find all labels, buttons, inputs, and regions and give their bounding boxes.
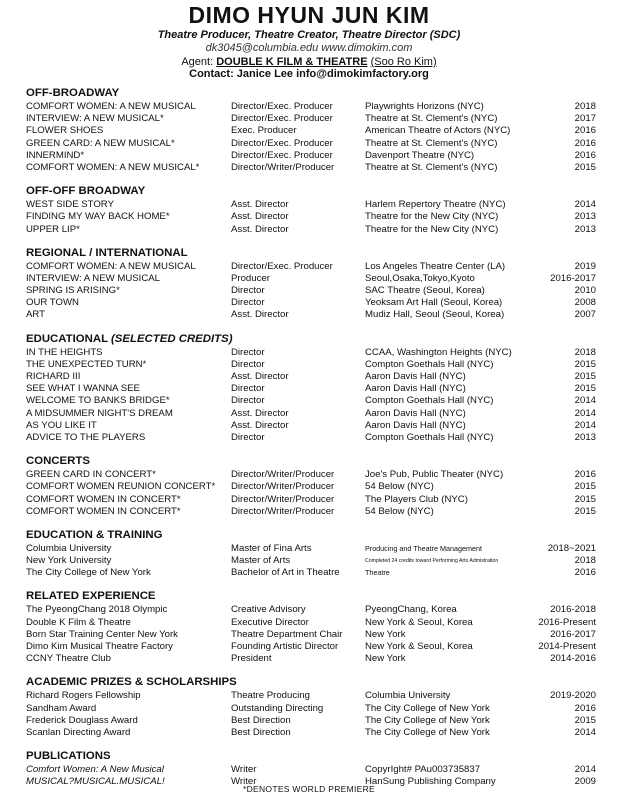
credit-venue: Harlem Repertory Theatre (NYC)	[365, 199, 506, 211]
credit-year: 2015	[574, 505, 596, 517]
credit-row	[26, 199, 596, 211]
credit-title: CCNY Theatre Club	[26, 653, 111, 665]
credit-role: Director/Writer/Producer	[231, 493, 335, 505]
credit-role: Asst. Director	[231, 199, 289, 211]
credit-venue: Theatre for the New City (NYC)	[365, 223, 499, 235]
agent-prefix: Agent:	[181, 55, 217, 68]
credit-year: 2016	[574, 125, 596, 137]
credit-venue: Seoul,Osaka,Tokyo,Kyoto	[365, 272, 475, 284]
credit-title: The City College of New York	[26, 567, 151, 579]
credit-role: Director/Writer/Producer	[231, 161, 335, 173]
credit-year: 2013	[574, 211, 596, 223]
credit-role: Director/Writer/Producer	[231, 505, 335, 517]
credit-role: Director	[231, 383, 265, 395]
credit-role: Master of Fina Arts	[231, 542, 312, 554]
credit-venue: Theatre at St. Clement's (NYC)	[365, 161, 498, 173]
credit-row	[26, 641, 596, 653]
credit-role: Best Direction	[231, 726, 291, 738]
credit-title: COMFORT WOMEN REUNION CONCERT*	[26, 481, 216, 493]
credit-row	[26, 297, 596, 309]
credit-row	[26, 113, 596, 125]
credit-title: SEE WHAT I WANNA SEE	[26, 383, 140, 395]
credit-title: UPPER LIP*	[26, 223, 80, 235]
credit-row	[26, 764, 596, 776]
credit-row	[26, 224, 596, 236]
credit-year: 2016-2018	[550, 604, 596, 616]
credit-year: 2010	[574, 285, 596, 297]
section-prizes	[26, 675, 596, 739]
credit-row	[26, 162, 596, 174]
credit-title: COMFORT WOMEN: A NEW MUSICAL	[26, 260, 196, 272]
credit-title: COMFORT WOMEN: A NEW MUSICAL	[26, 101, 196, 112]
credit-venue: 54 Below (NYC)	[365, 505, 434, 517]
credit-venue: PyeongChang, Korea	[365, 604, 457, 616]
credit-role: Bachelor of Art in Theatre	[231, 567, 340, 579]
credit-venue: Theatre at St. Clement's (NYC)	[365, 113, 498, 125]
credit-year: 2015	[574, 493, 596, 505]
credit-year: 2008	[574, 297, 596, 309]
credit-title: MUSICAL?MUSICAL.MUSICAL!	[26, 776, 165, 788]
credit-venue: HanSung Publishing Company	[365, 776, 496, 788]
credit-role: Theatre Department Chair	[231, 628, 343, 640]
credit-title: ADVICE TO THE PLAYERS	[26, 431, 146, 443]
credit-year: 2019-2020	[550, 690, 596, 702]
credit-row	[26, 420, 596, 432]
agent-line	[0, 56, 618, 69]
credit-year: 2016-2017	[550, 272, 596, 284]
credit-year: 2015	[574, 358, 596, 370]
credit-title: COMFORT WOMEN IN CONCERT*	[26, 493, 181, 505]
section-title: OFF-BROADWAY	[26, 87, 120, 99]
credit-row	[26, 653, 596, 665]
credit-row	[26, 211, 596, 223]
credit-year: 2014	[574, 764, 596, 776]
credit-role: Director	[231, 297, 265, 309]
credit-role: Asst. Director	[231, 223, 289, 235]
credit-row	[26, 555, 596, 567]
credit-venue: The City College of New York	[365, 726, 490, 738]
credit-role: Best Direction	[231, 714, 291, 726]
credit-venue: New York	[365, 653, 406, 665]
credit-role: Director	[231, 346, 265, 358]
section-regional	[26, 246, 596, 322]
credit-year: 2014	[574, 726, 596, 738]
credit-title: Born Star Training Center New York	[26, 628, 178, 640]
credit-role: Master of Arts	[231, 555, 291, 567]
section-publications	[26, 749, 596, 788]
credit-venue: New York	[365, 628, 406, 640]
credit-role: Asst. Director	[231, 371, 289, 382]
credit-title: FINDING MY WAY BACK HOME*	[26, 211, 170, 223]
resume-content	[26, 86, 596, 799]
credit-venue: American Theatre of Actors (NYC)	[365, 125, 511, 137]
credit-row	[26, 543, 596, 555]
credit-year: 2016-Present	[538, 616, 596, 628]
credit-role: Asst. Director	[231, 211, 289, 223]
section-concerts	[26, 454, 596, 518]
section-off-broadway	[26, 86, 596, 174]
professional-titles: Theatre Producer, Theatre Creator, Theatre Director (SDC)	[157, 29, 461, 42]
credit-row	[26, 469, 596, 481]
credit-year: 2016	[574, 137, 596, 149]
credit-venue: CCAA, Washington Heights (NYC)	[365, 346, 512, 358]
credit-title: Double K Film & Theatre	[26, 616, 131, 628]
credit-role: Producer	[231, 272, 270, 284]
credit-role: Theatre Producing	[231, 690, 310, 702]
credit-role: Asst. Director	[231, 407, 289, 419]
credit-title: Richard Rogers Fellowship	[26, 690, 141, 702]
credit-role: Director/Exec. Producer	[231, 149, 333, 161]
section-title: PUBLICATIONS	[26, 750, 111, 763]
agent-person: (Soo Ro Kim)	[370, 55, 437, 68]
credit-title: GREEN CARD IN CONCERT*	[26, 469, 156, 481]
credit-role: Writer	[231, 776, 257, 788]
credit-title: The PyeongChang 2018 Olympic	[26, 604, 168, 616]
credit-role: Creative Advisory	[231, 604, 306, 616]
credit-role: Executive Director	[231, 616, 309, 628]
credit-row	[26, 101, 596, 113]
credit-title: OUR TOWN	[26, 297, 79, 309]
credit-year: 2009	[574, 776, 596, 788]
section-education	[26, 528, 596, 580]
credit-row	[26, 125, 596, 137]
credit-row	[26, 138, 596, 150]
credit-year: 2013	[574, 431, 596, 443]
credit-role: Writer	[231, 764, 257, 776]
credit-role: Director/Exec. Producer	[231, 113, 333, 125]
credit-year: 2014	[574, 419, 596, 431]
credit-venue: Davenport Theatre (NYC)	[365, 149, 475, 161]
credit-year: 2018	[574, 101, 596, 112]
credit-venue: 54 Below (NYC)	[365, 481, 434, 493]
credit-row	[26, 309, 596, 321]
section-title: REGIONAL / INTERNATIONAL	[26, 246, 188, 259]
credit-row	[26, 506, 596, 518]
credit-venue: Theatre	[365, 568, 390, 578]
credit-row	[26, 150, 596, 162]
credit-title: Scanlan Directing Award	[26, 726, 131, 738]
credit-venue: Theatre for the New City (NYC)	[365, 211, 499, 223]
credit-year: 2016-2017	[550, 628, 596, 640]
credit-title: A MIDSUMMER NIGHT'S DREAM	[26, 407, 173, 419]
credit-row	[26, 261, 596, 273]
credit-title: New York University	[26, 555, 112, 567]
credit-role: Director/Exec. Producer	[231, 137, 333, 149]
credit-year: 2015	[574, 714, 596, 726]
credit-year: 2015	[574, 371, 596, 382]
contact-line: Contact: Janice Lee info@dimokimfactory.org	[189, 68, 429, 81]
credit-venue: CopyrIght# PAu003735837	[365, 764, 481, 776]
credit-year: 2014-Present	[538, 641, 596, 652]
section-title: ACADEMIC PRIZES & SCHOLARSHIPS	[26, 676, 237, 689]
credit-venue: Aaron Davis Hall (NYC)	[365, 407, 466, 419]
credit-row	[26, 617, 596, 629]
credit-venue: New York & Seoul, Korea	[365, 616, 473, 628]
email-website-line: dk3045@columbia.edu www.dimokim.com	[205, 42, 413, 55]
credit-venue: Yeoksam Art Hall (Seoul, Korea)	[365, 297, 503, 309]
credit-role: Director	[231, 358, 265, 370]
credit-venue: Theatre at St. Clement's (NYC)	[365, 137, 498, 149]
credit-row	[26, 481, 596, 493]
credit-role: Director	[231, 285, 265, 297]
credit-row	[26, 371, 596, 383]
credit-row	[26, 347, 596, 359]
credit-title: INNERMIND*	[26, 149, 85, 161]
section-title-main: EDUCATIONAL	[26, 332, 112, 345]
credit-row	[26, 359, 596, 371]
credit-role: Director/Exec. Producer	[231, 101, 333, 112]
credit-row	[26, 567, 596, 579]
credit-row	[26, 715, 596, 727]
credit-title: AS YOU LIKE IT	[26, 419, 97, 431]
credit-role: Director	[231, 431, 265, 443]
credit-venue: Aaron Davis Hall (NYC)	[365, 371, 466, 382]
credit-title: COMFORT WOMEN: A NEW MUSICAL*	[26, 161, 200, 173]
credit-venue: New York & Seoul, Korea	[365, 641, 473, 652]
credit-title: SPRING IS ARISING*	[26, 285, 120, 297]
credit-year: 2014	[574, 407, 596, 419]
credit-title: Frederick Douglass Award	[26, 714, 138, 726]
credit-role: Asst. Director	[231, 419, 289, 431]
credit-venue: The City College of New York	[365, 702, 490, 714]
credit-year: 2015	[574, 161, 596, 173]
section-title: CONCERTS	[26, 455, 90, 468]
credit-year: 2014	[574, 395, 596, 407]
credit-venue: Compton Goethals Hall (NYC)	[365, 358, 494, 370]
credit-title: Comfort Women: A New Musical	[26, 764, 164, 776]
credit-row	[26, 494, 596, 506]
page-title: DIMO HYUN JUN KIM	[188, 2, 430, 28]
section-educational	[26, 332, 596, 445]
credit-role: Outstanding Directing	[231, 702, 324, 714]
credit-role: Director/Exec. Producer	[231, 260, 333, 272]
credit-row	[26, 629, 596, 641]
section-title: RELATED EXPERIENCE	[26, 590, 156, 603]
credit-venue: Aaron Davis Hall (NYC)	[365, 383, 466, 395]
credit-role: President	[231, 653, 272, 665]
credit-venue: SAC Theatre (Seoul, Korea)	[365, 285, 485, 297]
credit-row	[26, 383, 596, 395]
credit-venue: Compton Goethals Hall (NYC)	[365, 395, 494, 407]
credit-title: RICHARD III	[26, 371, 81, 382]
credit-role: Director	[231, 395, 265, 407]
credit-title: THE UNEXPECTED TURN*	[26, 358, 147, 370]
credit-venue: Aaron Davis Hall (NYC)	[365, 419, 466, 431]
section-title: OFF-OFF BROADWAY	[26, 185, 146, 198]
credit-year: 2013	[574, 223, 596, 235]
credit-title: Dimo Kim Musical Theatre Factory	[26, 641, 173, 652]
credit-title: ART	[26, 309, 46, 321]
section-title: EDUCATION & TRAINING	[26, 528, 163, 541]
credit-row	[26, 408, 596, 420]
credit-row	[26, 285, 596, 297]
credit-year: 2017	[574, 113, 596, 125]
section-related-experience	[26, 589, 596, 665]
credit-year: 2007	[574, 309, 596, 321]
credit-role: Exec. Producer	[231, 125, 297, 137]
credit-title: WELCOME TO BANKS BRIDGE*	[26, 395, 170, 407]
credit-title: Sandham Award	[26, 702, 97, 714]
credit-year: 2019	[574, 260, 596, 272]
credit-year: 2015	[574, 481, 596, 493]
credit-year: 2015	[574, 383, 596, 395]
credit-title: GREEN CARD: A NEW MUSICAL*	[26, 137, 175, 149]
credit-title: INTERVIEW: A NEW MUSICAL	[26, 272, 160, 284]
credit-year: 2016	[574, 567, 596, 579]
credit-year: 2014	[574, 199, 596, 211]
credit-year: 2014-2016	[550, 653, 596, 665]
credit-title: Columbia University	[26, 542, 112, 554]
credit-venue: Joe's Pub, Public Theater (NYC)	[365, 469, 504, 481]
credit-role: Director/Writer/Producer	[231, 469, 335, 481]
credit-role: Director/Writer/Producer	[231, 481, 335, 493]
credit-year: 2018	[574, 555, 596, 567]
credit-venue: Columbia University	[365, 690, 451, 702]
credit-row	[26, 395, 596, 407]
credit-venue: Completed 24 credits toward Performing Arts Admistration	[365, 558, 499, 565]
credit-title: FLOWER SHOES	[26, 125, 104, 137]
section-title-italic: (SELECTED CREDITS)	[111, 332, 233, 345]
credit-row	[26, 703, 596, 715]
section-title	[26, 332, 596, 346]
credit-venue: Producing and Theatre Management	[365, 543, 482, 553]
credit-title: COMFORT WOMEN IN CONCERT*	[26, 505, 181, 517]
resume-header	[0, 2, 618, 81]
credit-venue: Los Angeles Theatre Center (LA)	[365, 260, 506, 272]
credit-venue: Compton Goethals Hall (NYC)	[365, 431, 494, 443]
credit-row	[26, 273, 596, 285]
credit-row	[26, 604, 596, 616]
credit-row	[26, 727, 596, 739]
credit-row	[26, 432, 596, 444]
credit-title: INTERVIEW: A NEW MUSICAL*	[26, 113, 164, 125]
credit-venue: The City College of New York	[365, 714, 490, 726]
credit-venue: Mudiz Hall, Seoul (Seoul, Korea)	[365, 309, 505, 321]
footer-note: *DENOTES WORLD PREMIERE	[242, 784, 376, 794]
credit-year: 2016	[574, 469, 596, 481]
credit-role: Asst. Director	[231, 309, 289, 321]
credit-year: 2016	[574, 149, 596, 161]
section-off-off-broadway	[26, 184, 596, 236]
credit-year: 2016	[574, 702, 596, 714]
credit-role: Founding Artistic Director	[231, 641, 339, 652]
credit-venue: The Players Club (NYC)	[365, 493, 468, 505]
agent-name: DOUBLE K FILM & THEATRE	[216, 55, 368, 68]
credit-row	[26, 690, 596, 702]
credit-year: 2018~2021	[547, 542, 596, 554]
credit-venue: Playwrights Horizons (NYC)	[365, 101, 484, 112]
credit-title: WEST SIDE STORY	[26, 199, 114, 211]
credit-year: 2018	[574, 346, 596, 358]
credit-title: IN THE HEIGHTS	[26, 346, 103, 358]
